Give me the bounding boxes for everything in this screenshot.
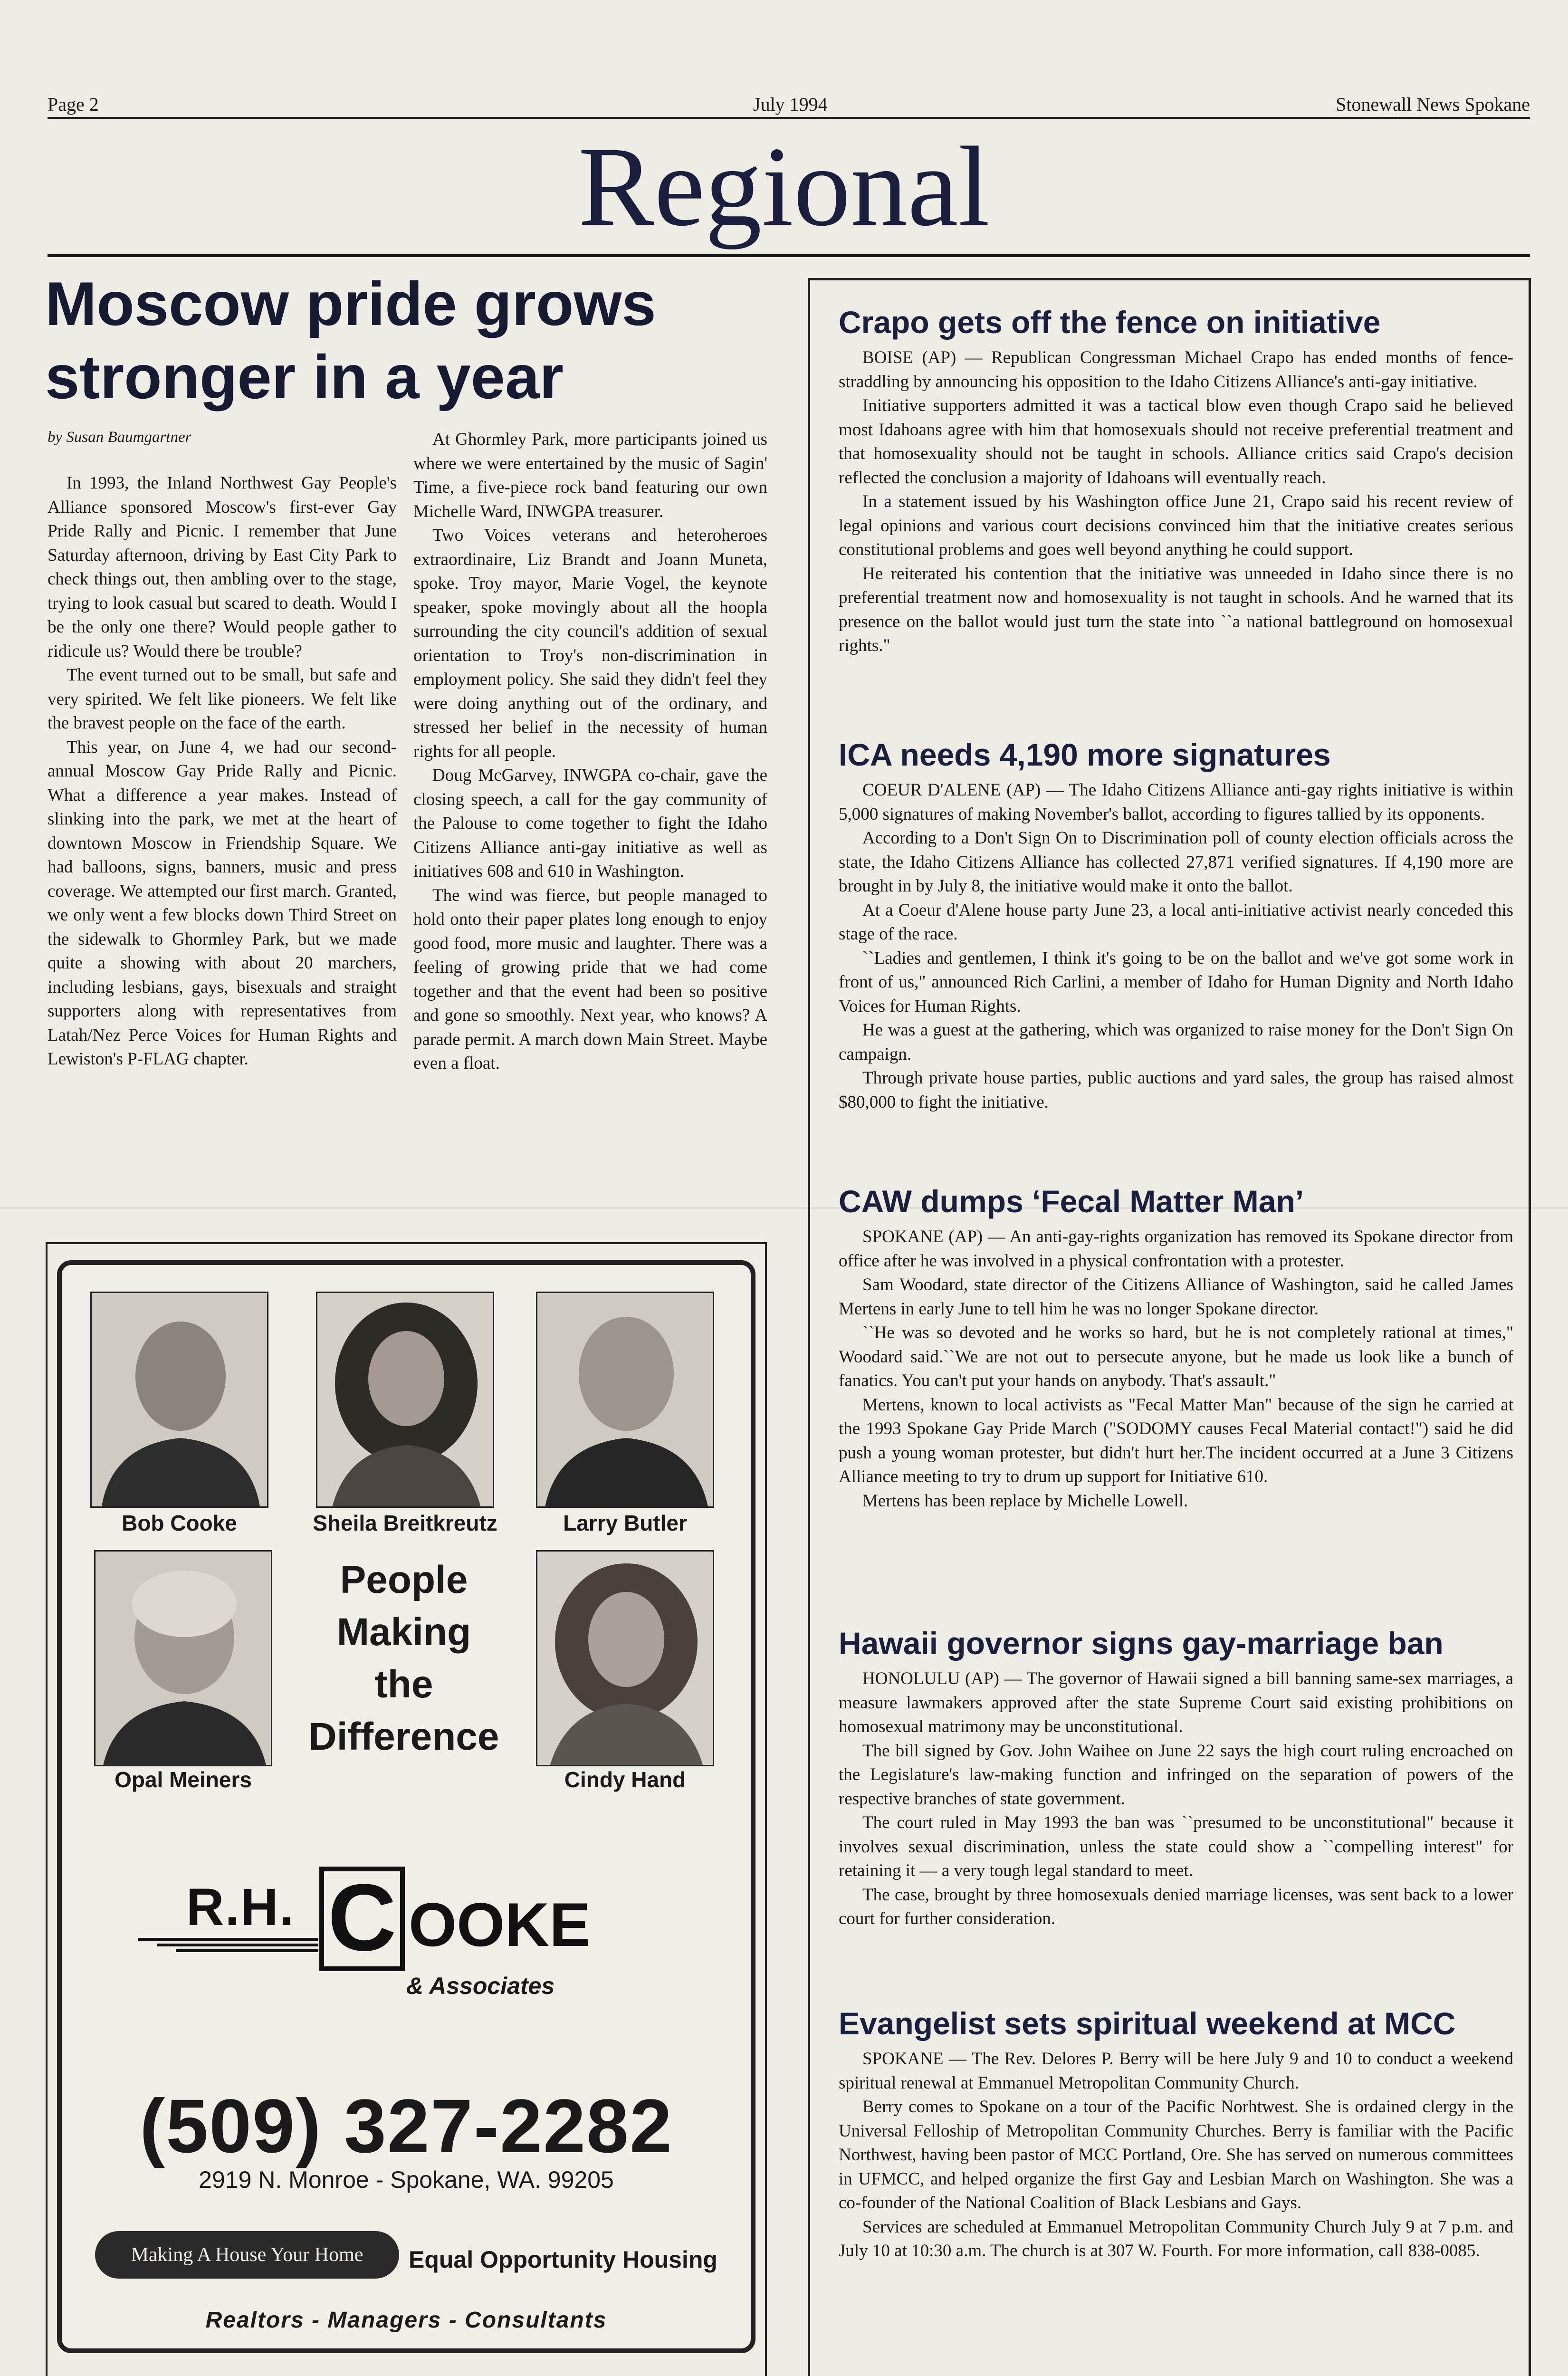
paragraph: COEUR D'ALENE (AP) — The Idaho Citizens Alliance anti-gay rights initiative is within 5,000 signatures of making November's ballot, according to figures tallied by its opponents.	[839, 780, 1513, 824]
paragraph: At a Coeur d'Alene house party June 23, a local anti-initiative activist nearly conceded this stage of the race.	[839, 900, 1513, 944]
page-number: Page 2	[48, 94, 99, 115]
paragraph: Mertens has been replace by Michelle Lowell.	[862, 1491, 1188, 1511]
paragraph: In a statement issued by his Washington office June 21, Crapo said his recent review of legal opinions and various court decisions convinced him that the initiative creates serious constitutional problems and goes well beyond anything he could support.	[839, 492, 1513, 559]
paragraph: ``Ladies and gentlemen, I think it's going to be on the ballot and we've got some work in front of us," announced Rich Carlini, a member of Idaho for Human Dignity and North Idaho Voices for Human Rights.	[839, 948, 1513, 1016]
logo-ooke-text: OOKE	[409, 1890, 591, 1959]
paragraph: The wind was fierce, but people managed to hold onto their paper plates long enough to enjoy good food, more music and laughter. There was a feeling of growing pride that we had come together and that the event had been so positive and gone so smoothly. Next year, who knows? A parade permit. A march down Main Street. Maybe even a float.	[413, 885, 767, 1073]
paragraph: This year, on June 4, we had our second-annual Moscow Gay Pride Rally and Picnic. What a difference a year makes. Instead of slinking into the park, we met at the heart of downtown Moscow in Friendship Square. We had balloons, signs, banners, music and press coverage. We attempted our first march. Granted, we only went a few blocks down Third Street on the sidewalk to Ghormley Park, but we made quite a showing with about 20 marchers, including lesbians, gays, bisexuals and straight supporters along with representatives from Latah/Nez Perce Voices for Human Rights and Lewiston's P-FLAG chapter.	[48, 737, 397, 1069]
person-silhouette-icon	[537, 1293, 714, 1508]
logo-rh-text: R.H.	[186, 1878, 295, 1936]
article-column-1	[48, 471, 397, 1072]
section-title: Regional	[578, 123, 990, 249]
paragraph: The event turned out to be small, but safe and very spirited. We felt like pioneers. We felt like the bravest people on the face of the earth.	[48, 665, 397, 733]
paragraph: Two Voices veterans and heteroheroes extraordinaire, Liz Brandt and Joann Muneta, spoke. Troy mayor, Marie Vogel, the keynote speaker, spoke movingly about all the hoopla surrounding the city council's addition of sexual orientation to Troy's non-discrimination in employment policy. She said they didn't feel they were doing anything out of the ordinary, and stressed her belief in the necessity of human rights for all people.	[413, 526, 767, 761]
news-headline-evangelist: Evangelist sets spiritual weekend at MCC	[839, 2006, 1456, 2041]
issue-date: July 1994	[753, 94, 828, 115]
logo-c-letter: C	[327, 1865, 397, 1971]
paragraph: According to a Don't Sign On to Discrimination poll of county election officials across the state, the Idaho Citizens Alliance has collected 27,871 verified signatures. If 4,190 more are brought in by July 8, the initiative would make it onto the ballot.	[839, 828, 1513, 896]
main-headline-line-1: Moscow pride grows	[45, 269, 656, 338]
ad-address: 2919 N. Monroe - Spokane, WA. 99205	[199, 2166, 614, 2193]
paragraph: Initiative supporters admitted it was a tactical blow even though Crapo said he believed most Idahoans agree with him that homosexuals should not receive preferential treatment and that homosexuality should not be taught in schools. Alliance critics said Crapo's decision reflected the conclusion a majority of Idahoans will eventually reach.	[839, 396, 1513, 488]
caption-opal-meiners: Opal Meiners	[115, 1767, 252, 1792]
ad-headline-line: Difference	[308, 1715, 499, 1758]
paragraph: The court ruled in May 1993 the ban was ``presumed to be unconstitutional" because it involves sexual discrimination, unless the state could show a ``compelling interest" for retaining it — a very tough legal standard to meet.	[839, 1813, 1513, 1880]
news-headline-crapo: Crapo gets off the fence on initiative	[839, 305, 1381, 340]
ad-slogan-badge: Making A House Your Home	[95, 2231, 399, 2279]
paragraph: ``He was so devoted and he works so hard, but he is not completely rational at times," Woodard said.``We are not out to persecute anyone, but he made us look like a bunch of fanatics. You can't put your hands on anybody. That's assault."	[839, 1323, 1513, 1390]
paragraph: He reiterated his contention that the initiative was unneeded in Idaho since there is no preferential treatment now and homosexuality is not taught in schools. And he warned that its presence on the ballot would just turn the state into ``a national battleground on homosexual rights."	[839, 564, 1513, 655]
paragraph: He was a guest at the gathering, which was organized to raise money for the Don't Sign On campaign.	[839, 1020, 1513, 1064]
paragraph: Through private house parties, public auctions and yard sales, the group has raised almost $80,000 to fight the initiative.	[839, 1068, 1513, 1112]
paragraph: SPOKANE (AP) — An anti-gay-rights organization has removed its Spokane director from office after he was involved in a physical confrontation with a protester.	[839, 1227, 1513, 1271]
section-rule	[48, 254, 1530, 257]
ad-headline-line: the	[374, 1663, 433, 1706]
news-body-caw	[839, 1225, 1513, 1513]
caption-bob-cooke: Bob Cooke	[122, 1511, 237, 1535]
paragraph: At Ghormley Park, more participants joined us where we were entertained by the music of Sagin' Time, a five-piece rock band featuring our own Michelle Ward, INWGPA treasurer.	[413, 430, 767, 521]
main-headline-line-2: stronger in a year	[45, 342, 564, 412]
paragraph: Berry comes to Spokane on a tour of the Pacific Norhtwest. She is ordained clergy in the Universal Felloship of Metropolitan Community Churches. Berry is familiar with the Pacific Northwest, having been pastor of MCC Portland, Ore. She has served on numerous committees in UFMCC, and helped organize the first Gay and Lesbian March on Washington. She was a co-founder of the National Coalition of Black Lesbians and Gays.	[839, 2097, 1513, 2213]
person-silhouette-icon	[537, 1552, 714, 1766]
person-silhouette-icon	[92, 1293, 268, 1508]
portrait-sheila-breitkreutz	[316, 1292, 494, 1508]
news-body-evangelist	[839, 2047, 1513, 2263]
paragraph: Services are scheduled at Emmanuel Metropolitan Community Church July 9 at 7 p.m. and July 10 at 10:30 a.m. The church is at 307 W. Fourth. For more information, call 838-0085.	[839, 2217, 1513, 2261]
ad-tagline: Realtors - Managers - Consultants	[205, 2308, 607, 2333]
portrait-larry-butler	[536, 1292, 714, 1508]
equal-opportunity-housing: Equal Opportunity Housing	[409, 2246, 717, 2273]
paragraph: In 1993, the Inland Northwest Gay People's Alliance sponsored Moscow's first-ever Gay Pride Rally and Picnic. I remember that June Saturday afternoon, driving by East City Park to check things out, then ambling over to the stage, trying to look casual but scared to death. Would I be the only one there? Would people gather to ridicule us? Would there be trouble?	[48, 473, 397, 661]
publication-name: Stonewall News Spokane	[1336, 94, 1530, 115]
paragraph: Sam Woodard, state director of the Citizens Alliance of Washington, said he called James Mertens in early June to tell him he was no longer Spokane director.	[839, 1275, 1513, 1319]
caption-larry-butler: Larry Butler	[563, 1511, 687, 1535]
ad-headline-line: Making	[336, 1610, 471, 1654]
header-rule	[48, 117, 1530, 119]
ad-headline	[285, 1554, 523, 1763]
paragraph: BOISE (AP) — Republican Congressman Michael Crapo has ended months of fence-straddling by announcing his opposition to the Idaho Citizens Alliance's anti-gay initiative.	[839, 348, 1513, 392]
news-headline-ica: ICA needs 4,190 more signatures	[839, 737, 1331, 772]
person-silhouette-icon	[317, 1293, 494, 1508]
logo-subtitle: & Associates	[406, 1973, 555, 1999]
news-body-hawaii	[839, 1667, 1513, 1931]
portrait-opal-meiners	[94, 1550, 272, 1766]
news-headline-hawaii: Hawaii governor signs gay-marriage ban	[839, 1626, 1444, 1661]
paragraph: HONOLULU (AP) — The governor of Hawaii signed a bill banning same-sex marriages, a measure lawmakers approved after the state Supreme Court said existing prohibitions on homosexual matrimony may be unconstitutional.	[839, 1669, 1513, 1736]
person-silhouette-icon	[96, 1552, 272, 1766]
paragraph: The case, brought by three homosexuals denied marriage licenses, was sent back to a lower court for further consideration.	[839, 1885, 1513, 1928]
paragraph: Doug McGarvey, INWGPA co-chair, gave the closing speech, a call for the gay community of the Palouse to come together to fight the Idaho Citizens Alliance anti-gay initiative as well as initiatives 608 and 610 in Washington.	[413, 766, 767, 881]
ad-phone-number: (509) 327-2282	[139, 2083, 673, 2168]
news-body-crapo	[839, 346, 1513, 658]
caption-cindy-hand: Cindy Hand	[564, 1767, 686, 1792]
news-headline-caw: CAW dumps ‘Fecal Matter Man’	[839, 1184, 1304, 1219]
ad-headline-line: People	[340, 1558, 468, 1601]
caption-sheila-breitkreutz: Sheila Breitkreutz	[313, 1511, 497, 1535]
article-column-2	[413, 428, 767, 1076]
news-body-ica	[839, 778, 1513, 1114]
paragraph: The bill signed by Gov. John Waihee on June 22 says the high court ruling encroached on the Legislature's law-making function and infringed on the separation of powers of the respective branches of state government.	[839, 1741, 1513, 1809]
main-headline	[45, 267, 777, 413]
portrait-cindy-hand	[536, 1550, 714, 1766]
logo-speed-lines	[138, 1938, 318, 1952]
paragraph: SPOKANE — The Rev. Delores P. Berry will be here July 9 and 10 to conduct a weekend spiritual renewal at Emmanuel Metropolitan Community Church.	[839, 2049, 1513, 2093]
paragraph: Mertens, known to local activists as "Fecal Matter Man" because of the sign he carried at the 1993 Spokane Gay Pride March ("SODOMY causes Fecal Material contact!") said he did push a young woman protester, but didn't hurt her.The incident occurred at a June 3 Citizens Alliance meeting to try to drum up support for Initiative 610.	[839, 1395, 1513, 1486]
byline: by Susan Baumgartner	[48, 429, 191, 446]
portrait-bob-cooke	[90, 1292, 268, 1508]
